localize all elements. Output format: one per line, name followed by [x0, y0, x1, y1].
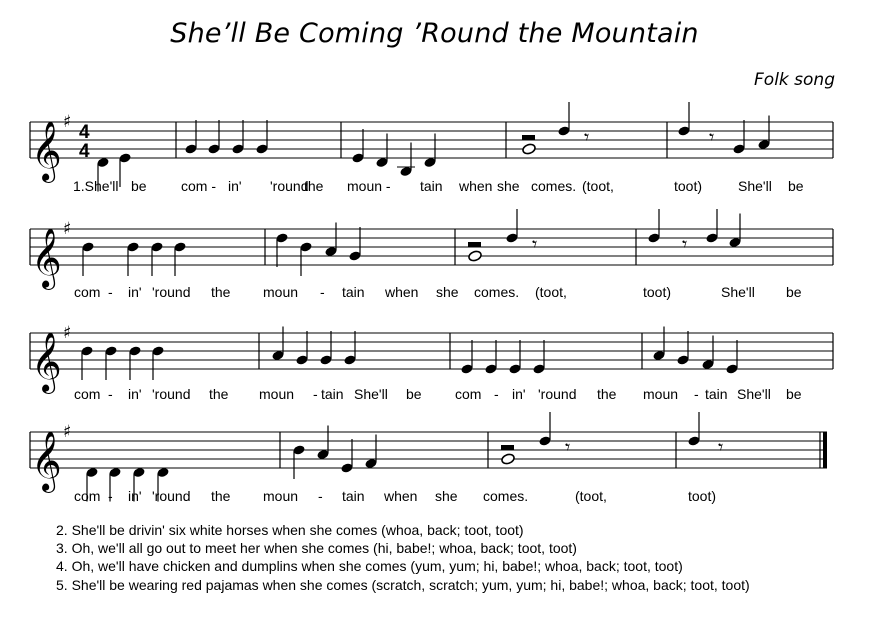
- treble-clef-icon: 𝄞: [31, 121, 62, 181]
- lyric-syllable: -: [108, 386, 113, 402]
- lyric-syllable: tain: [342, 284, 365, 300]
- lyric-syllable: when: [459, 178, 493, 194]
- key-signature-sharp-icon: ♯: [63, 422, 72, 442]
- eighth-rest-icon: 𝄾: [584, 125, 590, 149]
- lyric-syllable: 'round: [152, 488, 191, 504]
- eighth-rest-icon: 𝄾: [709, 125, 715, 149]
- lyric-syllable: the: [304, 178, 324, 194]
- lyric-syllable: moun: [643, 386, 679, 402]
- lyric-syllable: com: [74, 488, 101, 504]
- lyric-syllable: toot): [674, 178, 703, 194]
- lyric-syllable: in': [228, 178, 242, 194]
- lyric-syllable: 'round: [152, 284, 191, 300]
- lyric-syllable: (toot,: [582, 178, 614, 194]
- staff-system: [30, 102, 833, 194]
- half-note: [468, 250, 483, 262]
- staff-system: [30, 412, 827, 504]
- lyric-syllable: (toot,: [535, 284, 567, 300]
- lyric-syllable: the: [597, 386, 617, 402]
- eighth-rest-icon: 𝄾: [682, 232, 688, 256]
- lyric-syllable: tain: [321, 386, 344, 402]
- lyric-syllable: 'round: [152, 386, 191, 402]
- time-signature-bottom: 4: [79, 141, 90, 162]
- lyric-syllable: be: [788, 178, 804, 194]
- lyric-syllable: moun: [259, 386, 295, 402]
- lyric-syllable: com: [74, 284, 101, 300]
- eighth-rest-icon: 𝄾: [718, 435, 724, 459]
- lyric-syllable: be: [786, 386, 802, 402]
- treble-clef-icon: 𝄞: [31, 332, 62, 392]
- lyric-syllable: comes.: [483, 488, 529, 504]
- composer-credit: Folk song: [754, 70, 835, 90]
- half-rest-icon: [468, 242, 481, 247]
- verse-line: 3. Oh, we'll all go out to meet her when she comes (hi, babe!; whoa, back; toot, toot): [56, 540, 577, 557]
- treble-clef-icon: 𝄞: [31, 228, 62, 288]
- lyric-syllable: be: [406, 386, 422, 402]
- lyric-syllable: -: [694, 386, 699, 402]
- lyric-syllable: moun: [263, 284, 299, 300]
- lyric-syllable: moun: [263, 488, 299, 504]
- lyric-syllable: in': [128, 386, 142, 402]
- staff-system: [30, 209, 833, 300]
- lyric-syllable: be: [786, 284, 802, 300]
- lyric-syllable: She'll: [721, 284, 755, 300]
- lyric-syllable: be: [131, 178, 147, 194]
- eighth-rest-icon: 𝄾: [565, 435, 571, 459]
- lyric-syllable: com -: [181, 178, 216, 194]
- lyric-syllable: 'round: [538, 386, 577, 402]
- lyric-syllable: the: [211, 488, 231, 504]
- key-signature-sharp-icon: ♯: [63, 112, 72, 132]
- lyric-syllable: she: [497, 178, 520, 194]
- verse-line: 5. She'll be wearing red pajamas when she comes (scratch, scratch; yum, yum; hi, babe!; whoa, back; toot, toot): [56, 576, 750, 593]
- lyric-syllable: moun -: [347, 178, 391, 194]
- lyric-syllable: -: [108, 284, 113, 300]
- half-rest-icon: [522, 135, 535, 140]
- lyric-syllable: She'll: [738, 178, 772, 194]
- lyric-syllable: comes.: [531, 178, 577, 194]
- lyric-syllable: tain: [342, 488, 365, 504]
- lyric-syllable: in': [512, 386, 526, 402]
- lyric-syllable: -: [320, 284, 325, 300]
- key-signature-sharp-icon: ♯: [63, 323, 72, 343]
- lyric-syllable: in': [128, 284, 142, 300]
- lyric-syllable: in': [128, 488, 142, 504]
- half-note: [522, 143, 537, 155]
- lyric-syllable: tain: [420, 178, 443, 194]
- lyric-syllable: She'll: [354, 386, 388, 402]
- lyric-syllable: the: [209, 386, 229, 402]
- final-barline-thick: [823, 432, 827, 468]
- lyric-syllable: tain: [705, 386, 728, 402]
- lyric-syllable: toot): [688, 488, 717, 504]
- eighth-rest-icon: 𝄾: [532, 232, 538, 256]
- lyric-syllable: the: [211, 284, 231, 300]
- lyric-syllable: she: [436, 284, 459, 300]
- lyric-syllable: -: [313, 386, 318, 402]
- half-rest-icon: [501, 445, 514, 450]
- verses-list: [56, 521, 750, 594]
- lyric-syllable: (toot,: [575, 488, 607, 504]
- lyric-syllable: com: [455, 386, 482, 402]
- lyric-syllable: when: [384, 488, 418, 504]
- verse-line: 4. Oh, we'll have chicken and dumplins when she comes (yum, yum; hi, babe!; whoa, back; toot, toot): [56, 558, 683, 575]
- lyric-syllable: comes.: [474, 284, 520, 300]
- lyric-syllable: -: [108, 488, 113, 504]
- half-note: [501, 453, 516, 465]
- key-signature-sharp-icon: ♯: [63, 219, 72, 239]
- lyric-syllable: -: [318, 488, 323, 504]
- song-title: She’ll Be Coming ’Round the Mountain: [170, 18, 699, 49]
- verse-line: 2. She'll be drivin' six white horses when she comes (whoa, back; toot, toot): [56, 522, 524, 538]
- treble-clef-icon: 𝄞: [31, 431, 62, 491]
- staff-system: [30, 323, 833, 402]
- lyric-syllable: when: [385, 284, 419, 300]
- lyric-syllable: toot): [643, 284, 672, 300]
- lyric-syllable: She'll: [737, 386, 771, 402]
- time-signature-top: 4: [79, 122, 90, 143]
- lyric-syllable: com: [74, 386, 101, 402]
- lyric-syllable: she: [435, 488, 458, 504]
- lyric-syllable: -: [494, 386, 499, 402]
- lyric-syllable: 'round: [270, 178, 309, 194]
- lyric-syllable: 1.She'll: [73, 178, 119, 194]
